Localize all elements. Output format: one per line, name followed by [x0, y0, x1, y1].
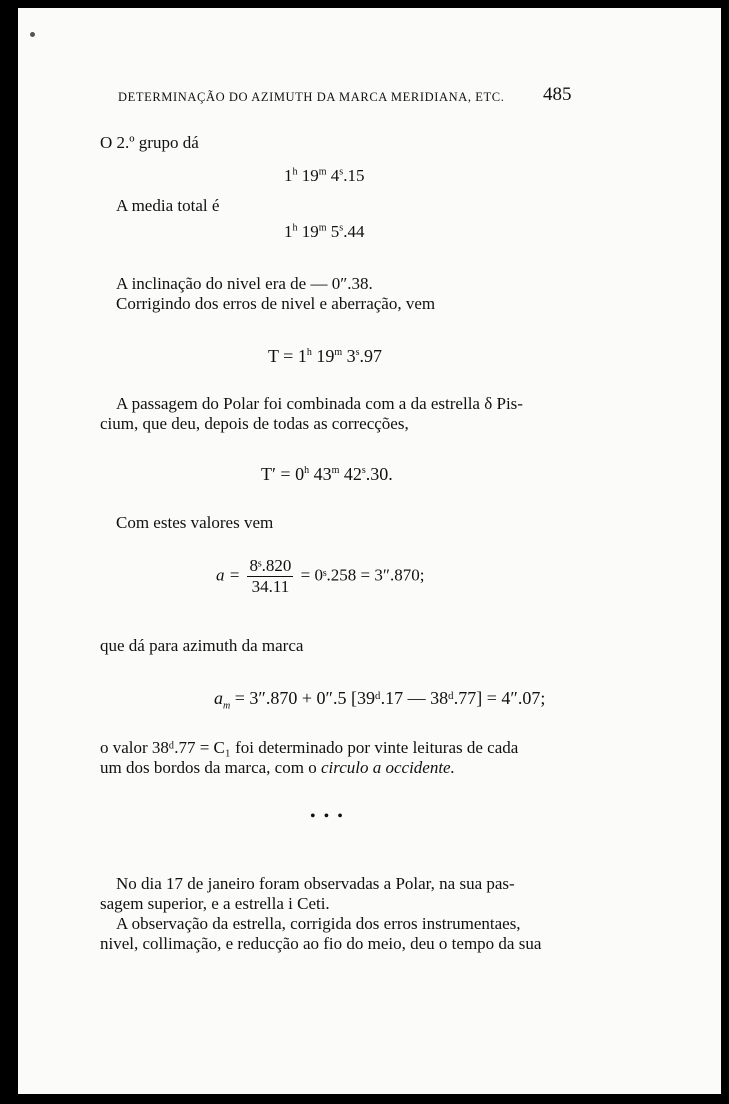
media-hours: 1 [284, 222, 293, 241]
am-equation [214, 688, 546, 712]
section-separator: • • • [310, 808, 345, 825]
page-speck [30, 32, 35, 37]
a-equation-denominator: 34.11 [251, 577, 290, 596]
T-equation-minutes: 19 [311, 346, 335, 366]
text-line-passagem-2: cium, que deu, depois de todas as correcções, [100, 414, 409, 433]
a-equation-fraction [247, 556, 293, 597]
text-line-dia-1: No dia 17 de janeiro foram observadas a Polar, na sua pas- [116, 874, 515, 893]
am-equation-sub: m [223, 700, 231, 712]
text-line-inclinacao: A inclinação do nivel era de — 0″.38. [116, 274, 373, 293]
T-equation: $T = 1^h$ 19$^m$ 3$^s$.97 [268, 346, 383, 366]
media-time-value: 1$^h$ 19$^m$ 5$^s$.44 [284, 222, 365, 241]
document-page [18, 8, 721, 1094]
text-line-valor-1: o valor 38ᵈ.77 = C₁ foi determinado por vinte leituras de cada [100, 738, 519, 757]
media-minutes: 19 [301, 222, 319, 241]
text-line-valor-2 [100, 758, 455, 778]
a-equation-numerator: 8ˢ.820 [249, 556, 292, 575]
text-line-valor-2-italic: circulo a occidente. [320, 758, 455, 777]
T-prime-seconds: 42 [339, 464, 362, 484]
text-line-azimuth: que dá para azimuth da marca [100, 636, 304, 655]
text-line-obs-1: A observação da estrella, corrigida dos erros instrumentaes, [116, 914, 521, 933]
text-line-obs-2: nivel, collimação, e reducção ao fio do meio, deu o tempo da sua [100, 934, 542, 953]
T-equation-fraction: .97 [359, 346, 383, 366]
T-prime-fraction: .30. [365, 464, 393, 484]
grupo-fraction: .15 [343, 166, 365, 185]
media-fraction: .44 [343, 222, 365, 241]
grupo-hours: 1 [284, 166, 293, 185]
text-line-media: A media total é [116, 196, 220, 215]
a-equation-rhs: = 0ˢ.258 = 3″.870; [300, 565, 425, 585]
media-seconds: 5 [330, 222, 340, 241]
text-line-passagem-1: A passagem do Polar foi combinada com a da estrella δ Pis- [116, 394, 523, 413]
text-line-valor-2-roman: um dos bordos da marca, com o [100, 758, 321, 777]
am-equation-var: a [214, 688, 223, 708]
T-prime-equation: $T' = 0^h$ 43$^m$ 42$^s$.30. [261, 464, 393, 484]
grupo-minutes: 19 [301, 166, 319, 185]
grupo-seconds: 4 [330, 166, 340, 185]
text-line-com-estes: Com estes valores vem [116, 513, 274, 532]
am-equation-rhs: = 3″.870 + 0″.5 [39ᵈ.17 — 38ᵈ.77] = 4″.07; [234, 688, 546, 708]
text-line-corrigindo: Corrigindo dos erros de nivel e aberração, vem [116, 294, 436, 313]
a-equation [216, 556, 424, 597]
T-prime-lhs: T′ = 0 [261, 464, 305, 484]
T-equation-lhs: T = 1 [268, 346, 307, 366]
page-number: 485 [543, 84, 572, 105]
text-line-grupo: O 2.º grupo dá [100, 133, 199, 152]
text-line-dia-2: sagem superior, e a estrella i Ceti. [100, 894, 330, 913]
T-prime-minutes: 43 [309, 464, 332, 484]
running-header: DETERMINAÇÃO DO AZIMUTH DA MARCA MERIDIANA, ETC. [118, 90, 505, 104]
a-equation-lhs: a = [216, 565, 241, 585]
grupo-time-value: 1$^h$ 19$^m$ 4$^s$.15 [284, 166, 365, 185]
T-equation-seconds: 3 [342, 346, 356, 366]
